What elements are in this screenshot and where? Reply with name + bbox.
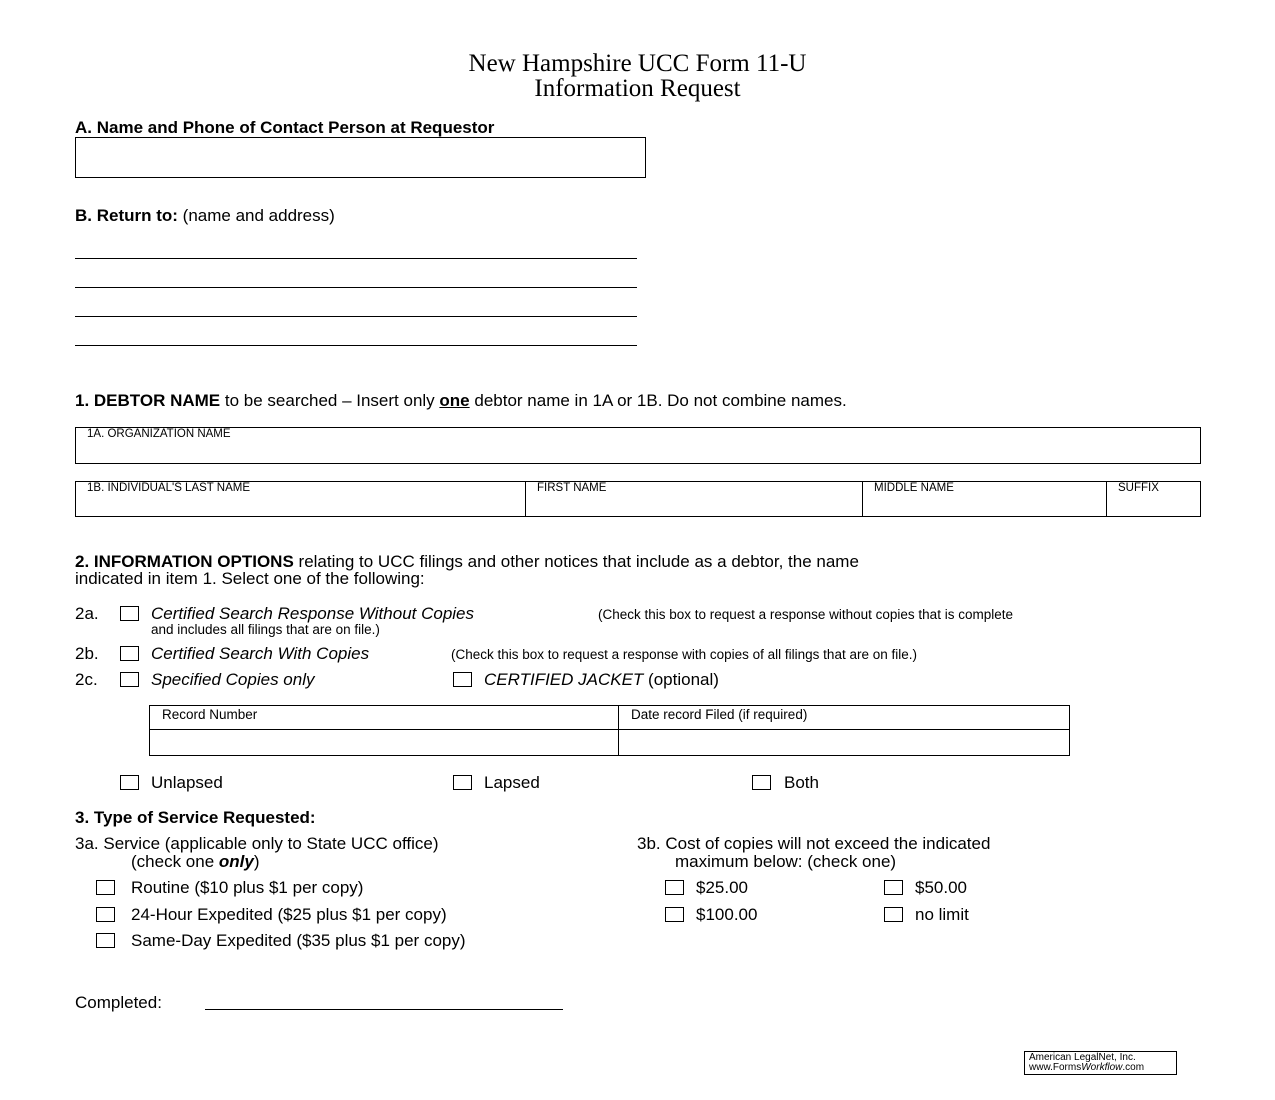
record-table xyxy=(149,705,1070,756)
option-2a-number: 2a. xyxy=(75,604,99,623)
service-heading: 3a. Service (applicable only to State UCC office) xyxy=(75,834,439,853)
contact-person-field[interactable] xyxy=(75,137,646,178)
footer-credit xyxy=(1024,1051,1177,1075)
section-a-label: A. Name and Phone of Contact Person at Requestor xyxy=(75,118,495,137)
option-2c-number: 2c. xyxy=(75,670,98,689)
option-2b-checkbox[interactable] xyxy=(120,646,139,661)
date-filed-input[interactable] xyxy=(619,730,1069,755)
option-2c-checkbox[interactable] xyxy=(120,672,139,687)
no-limit-checkbox[interactable] xyxy=(884,907,903,922)
cost-50-label: $50.00 xyxy=(915,878,967,897)
lapsed-label: Lapsed xyxy=(484,773,540,792)
return-to-line-4[interactable] xyxy=(75,345,637,346)
cost-100-checkbox[interactable] xyxy=(665,907,684,922)
unlapsed-label: Unlapsed xyxy=(151,773,223,792)
option-2b-note: (Check this box to request a response with copies of all filings that are on file.) xyxy=(451,647,917,662)
organization-name-field[interactable] xyxy=(75,427,1201,464)
record-number-input[interactable] xyxy=(150,730,618,755)
cost-25-checkbox[interactable] xyxy=(665,880,684,895)
same-day-checkbox[interactable] xyxy=(96,933,115,948)
section-b-label: B. Return to: (name and address) xyxy=(75,206,335,225)
section-1-heading: 1. DEBTOR NAME to be searched – Insert only one debtor name in 1A or 1B. Do not combine names. xyxy=(75,391,847,410)
option-2b-label: Certified Search With Copies xyxy=(151,644,370,663)
cost-100-label: $100.00 xyxy=(696,905,758,924)
both-label: Both xyxy=(784,773,819,792)
completed-label: Completed: xyxy=(75,993,162,1012)
same-day-label: Same-Day Expedited ($35 plus $1 per copy) xyxy=(131,931,466,950)
both-checkbox[interactable] xyxy=(752,775,771,790)
option-2a-note: (Check this box to request a response without copies that is complete xyxy=(598,607,1013,622)
cost-25-label: $25.00 xyxy=(696,878,748,897)
footer-url: www.FormsWorkflow.com xyxy=(1029,1062,1145,1073)
section-3-heading: 3. Type of Service Requested: xyxy=(75,808,316,827)
option-2a-note-2: and includes all filings that are on file.) xyxy=(151,622,380,637)
cost-50-checkbox[interactable] xyxy=(884,880,903,895)
completed-line[interactable] xyxy=(205,1009,563,1010)
form-subtitle: Information Request xyxy=(534,75,741,102)
middle-name-label: MIDDLE NAME xyxy=(874,482,954,494)
footer-company: American LegalNet, Inc. xyxy=(1029,1052,1136,1063)
option-2b-number: 2b. xyxy=(75,644,99,663)
no-limit-label: no limit xyxy=(915,905,969,924)
routine-label: Routine ($10 plus $1 per copy) xyxy=(131,878,364,897)
option-2a-checkbox[interactable] xyxy=(120,606,139,621)
service-subheading: (check one only) xyxy=(131,852,260,871)
return-to-line-3[interactable] xyxy=(75,316,637,317)
suffix-label: SUFFIX xyxy=(1118,482,1159,494)
last-name-label: 1B. INDIVIDUAL'S LAST NAME xyxy=(87,482,251,494)
date-filed-header: Date record Filed (if required) xyxy=(631,707,808,722)
record-number-header: Record Number xyxy=(162,707,258,722)
option-2c-label: Specified Copies only xyxy=(151,670,315,689)
lapsed-checkbox[interactable] xyxy=(453,775,472,790)
certified-jacket-label: CERTIFIED JACKET (optional) xyxy=(484,670,719,689)
return-to-line-2[interactable] xyxy=(75,287,637,288)
return-to-line-1[interactable] xyxy=(75,258,637,259)
unlapsed-checkbox[interactable] xyxy=(120,775,139,790)
cost-heading: 3b. Cost of copies will not exceed the indicated xyxy=(637,834,991,853)
individual-name-row xyxy=(75,481,1201,517)
routine-checkbox[interactable] xyxy=(96,880,115,895)
form-title: New Hampshire UCC Form 11-U xyxy=(468,50,807,77)
certified-jacket-checkbox[interactable] xyxy=(453,672,472,687)
24-hour-checkbox[interactable] xyxy=(96,907,115,922)
section-2-heading: 2. INFORMATION OPTIONS relating to UCC filings and other notices that include as a debtor, the name xyxy=(75,552,859,571)
option-2a-label: Certified Search Response Without Copies xyxy=(151,604,475,623)
cost-subheading: maximum below: (check one) xyxy=(675,852,897,871)
first-name-label: FIRST NAME xyxy=(537,482,607,494)
section-2-subheading: indicated in item 1. Select one of the following: xyxy=(75,569,425,588)
org-name-label: 1A. ORGANIZATION NAME xyxy=(87,428,231,440)
24-hour-label: 24-Hour Expedited ($25 plus $1 per copy) xyxy=(131,905,447,924)
